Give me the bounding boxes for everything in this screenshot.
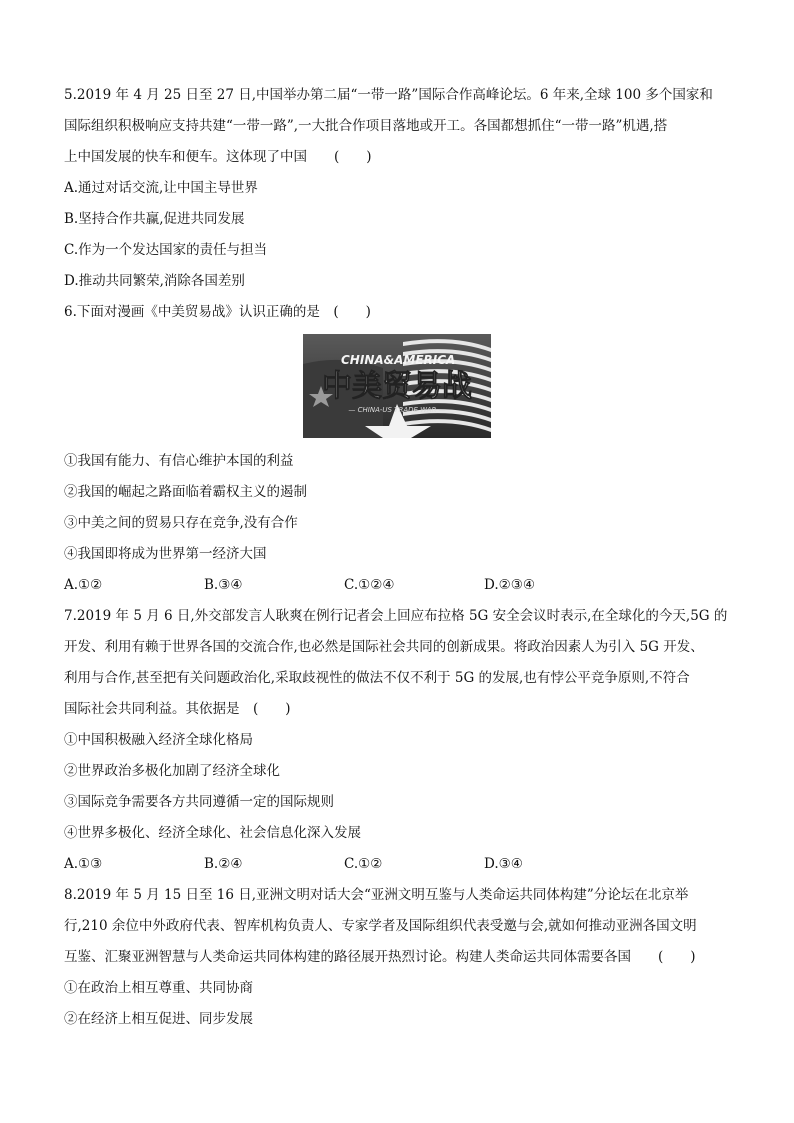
trade-war-cartoon-image [303, 334, 491, 438]
question-7-choice-b: B.②④ [204, 856, 243, 872]
question-5 [64, 80, 744, 297]
question-8 [64, 880, 744, 1035]
question-8-stem-line: 8.2019 年 5 月 15 日至 16 日,亚洲文明对话大会“亚洲文明互鉴与人类命运共同体构建”分论坛在北京举 [64, 887, 689, 903]
question-7-statement-1: ①中国积极融入经济全球化格局 [64, 732, 253, 748]
question-6-choice-d: D.②③④ [484, 577, 535, 593]
question-7 [64, 601, 744, 880]
question-8-stem-line: 行,210 余位中外政府代表、智库机构负责人、专家学者及国际组织代表受邀与会,就如何推动亚洲各国文明 [64, 918, 697, 934]
exam-page [64, 80, 744, 1035]
question-6-choice-c: C.①②④ [344, 577, 395, 593]
question-8-statement-2: ②在经济上相互促进、同步发展 [64, 1011, 253, 1027]
question-7-choice-d: D.③④ [484, 856, 523, 872]
question-5-stem-line: 国际组织积极响应支持共建“一带一路”,一大批合作项目落地或开工。各国都想抓住“一带一路”机遇,搭 [64, 118, 668, 134]
question-6 [64, 297, 744, 601]
question-7-stem-line: 利用与合作,甚至把有关问题政治化,采取歧视性的做法不仅不利于 5G 的发展,也有悖公平竞争原则,不符合 [64, 670, 690, 686]
question-7-statement-4: ④世界多极化、经济全球化、社会信息化深入发展 [64, 825, 361, 841]
question-6-statement-1: ①我国有能力、有信心维护本国的利益 [64, 453, 294, 469]
question-7-statement-2: ②世界政治多极化加剧了经济全球化 [64, 763, 280, 779]
question-7-stem-line: 7.2019 年 5 月 6 日,外交部发言人耿爽在例行记者会上回应布拉格 5G 安全会议时表示,在全球化的今天,5G 的 [64, 608, 728, 624]
question-8-statement-1: ①在政治上相互尊重、共同协商 [64, 980, 253, 996]
question-6-figure-container [64, 328, 744, 446]
question-6-statement-4: ④我国即将成为世界第一经济大国 [64, 546, 267, 562]
question-7-choices [64, 849, 744, 880]
cartoon-subtitle-en: — CHINA-US TRADE WAR — [348, 406, 446, 414]
question-5-option-b: B.坚持合作共赢,促进共同发展 [64, 211, 245, 227]
question-7-choice-a: A.①③ [64, 856, 103, 872]
cartoon-title-en: CHINA&AMERICA [341, 353, 456, 367]
question-7-stem-line: 国际社会共同利益。其依据是 ( ) [64, 701, 291, 717]
question-6-choices [64, 570, 744, 601]
question-5-stem-line: 上中国发展的快车和便车。这体现了中国 ( ) [64, 149, 372, 165]
question-6-statement-3: ③中美之间的贸易只存在竞争,没有合作 [64, 515, 298, 531]
question-6-choice-a: A.①② [64, 577, 103, 593]
question-7-choice-c: C.①② [344, 856, 383, 872]
question-6-stem: 6.下面对漫画《中美贸易战》认识正确的是 ( ) [64, 304, 371, 320]
question-5-option-c: C.作为一个发达国家的责任与担当 [64, 242, 268, 258]
question-7-statement-3: ③国际竞争需要各方共同遵循一定的国际规则 [64, 794, 334, 810]
question-5-option-d: D.推动共同繁荣,消除各国差别 [64, 273, 245, 289]
question-8-stem-line: 互鉴、汇聚亚洲智慧与人类命运共同体构建的路径展开热烈讨论。构建人类命运共同体需要各国 ( ) [64, 949, 696, 965]
question-5-stem-line: 5.2019 年 4 月 25 日至 27 日,中国举办第二届“一带一路”国际合作高峰论坛。6 年来,全球 100 多个国家和 [64, 87, 713, 103]
question-6-statement-2: ②我国的崛起之路面临着霸权主义的遏制 [64, 484, 307, 500]
cartoon-title-zh: 中美贸易战 [322, 369, 472, 404]
question-5-option-a: A.通过对话交流,让中国主导世界 [64, 180, 258, 196]
question-7-stem-line: 开发、利用有赖于世界各国的交流合作,也必然是国际社会共同的创新成果。将政治因素人为引入 5G 开发、 [64, 639, 704, 655]
question-6-choice-b: B.③④ [204, 577, 243, 593]
